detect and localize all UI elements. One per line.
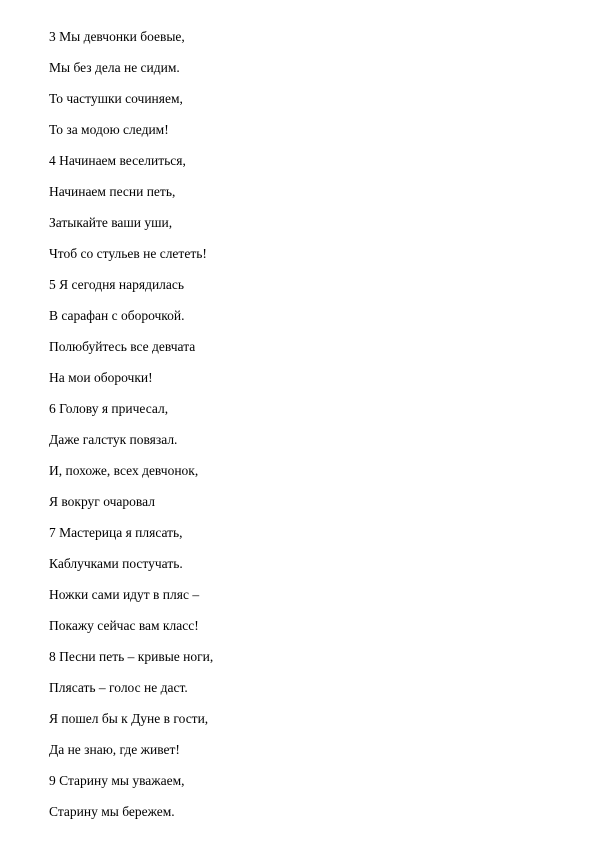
verse-line: Начинаем песни петь, [49,184,176,199]
verse-line: Ножки сами идут в пляс – [49,587,200,602]
verse-line: Плясать – голос не даст. [49,680,188,695]
verse-line: Затыкайте ваши уши, [49,215,173,230]
verse-line: То частушки сочиняем, [49,91,183,106]
verse-line: На мои оборочки! [49,370,153,385]
verse-line: Покажу сейчас вам класс! [49,618,199,633]
verse-line: Даже галстук повязал. [49,432,178,447]
verse-line: Каблучками постучать. [49,556,183,571]
verse-line: Я пошел бы к Дуне в гости, [49,711,209,726]
verse-line: Я вокруг очаровал [49,494,155,509]
verse-line: И, похоже, всех девчонок, [49,463,199,478]
verse-line: 5 Я сегодня нарядилась [49,277,185,292]
verse-line: 4 Начинаем веселиться, [49,153,186,168]
verse-line: Да не знаю, где живет! [49,742,180,757]
verse-line: Старину мы бережем. [49,804,175,819]
verse-line: Мы без дела не сидим. [49,60,180,75]
verse-list [49,29,213,835]
verse-line: Чтоб со стульев не слететь! [49,246,207,261]
verse-line: То за модою следим! [49,122,169,137]
verse-line: В сарафан с оборочкой. [49,308,185,323]
verse-line: 6 Голову я причесал, [49,401,169,416]
verse-line: Полюбуйтесь все девчата [49,339,196,354]
verse-line: 3 Мы девчонки боевые, [49,29,185,44]
verse-line: 9 Старину мы уважаем, [49,773,185,788]
verse-line: 8 Песни петь – кривые ноги, [49,649,214,664]
verse-line: 7 Мастерица я плясать, [49,525,183,540]
